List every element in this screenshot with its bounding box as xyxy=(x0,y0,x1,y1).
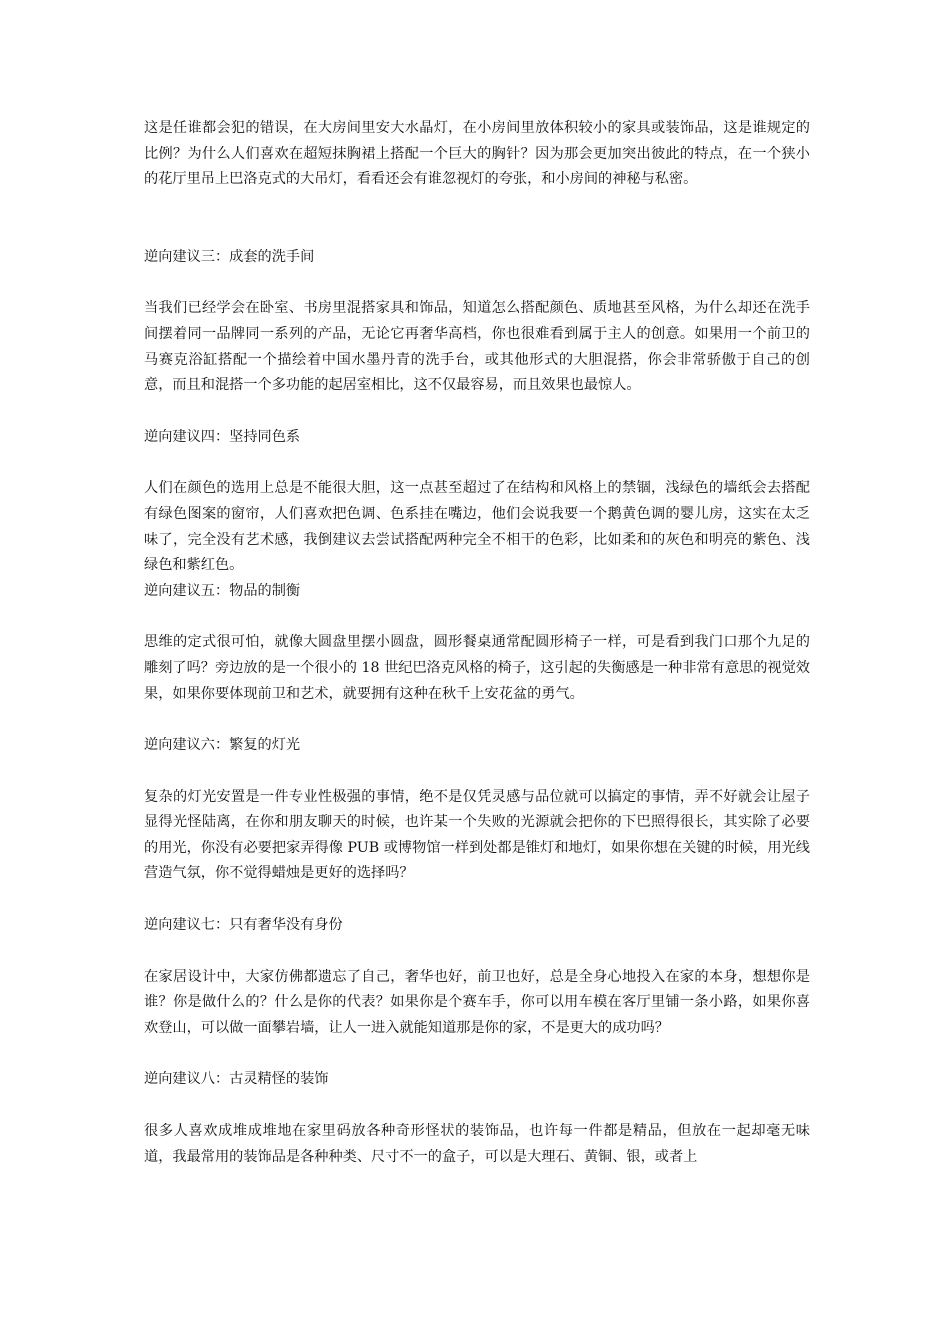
paragraph-suggestion-3: 当我们已经学会在卧室、书房里混搭家具和饰品，知道怎么搭配颜色、质地甚至风格，为什么却还在洗手间摆着同一品牌同一系列的产品，无论它再奢华高档，你也很难看到属于主人的创意。如果用一个前卫的马赛克浴缸搭配一个描绘着中国水墨丹青的洗手台，或其他形式的大胆混搭，你会非常骄傲于自己的创意，而且和混搭一个多功能的起居室相比，这不仅最容易，而且效果也最惊人。 xyxy=(144,300,810,394)
heading-suggestion-5: 逆向建议五：物品的制衡 xyxy=(144,582,301,599)
paragraph-suggestion-8: 很多人喜欢成堆成堆地在家里码放各种奇形怪状的装饰品，也许每一件都是精品，但放在一起却毫无味道，我最常用的装饰品是各种种类、尺寸不一的盒子，可以是大理石、黄铜、银，或者上 xyxy=(144,1123,810,1165)
document-page xyxy=(144,116,810,1170)
paragraph-suggestion-5: 思维的定式很可怕，就像大圆盘里摆小圆盘，圆形餐桌通常配圆形椅子一样，可是看到我门口那个九足的雕刻了吗？旁边放的是一个很小的 18 世纪巴洛克风格的椅子，这引起的失衡感是一种非常有意思的视觉效果，如果你要体现前卫和艺术，就要拥有这种在秋千上安花盆的勇气。 xyxy=(144,634,810,702)
paragraph-suggestion-6: 复杂的灯光安置是一件专业性极强的事情，绝不是仅凭灵感与品位就可以搞定的事情，弄不好就会让屋子显得光怪陆离，在你和朋友聊天的时候，也许某一个失败的光源就会把你的下巴照得很长，其实除了必要的用光，你没有必要把家弄得像 PUB 或博物馆一样到处都是锥灯和地灯，如果你想在关键的时候，用光线营造气氛，你不觉得蜡烛是更好的选择吗？ xyxy=(144,788,810,882)
heading-suggestion-8: 逆向建议八：古灵精怪的装饰 xyxy=(144,1071,329,1088)
heading-suggestion-7: 逆向建议七：只有奢华没有身份 xyxy=(144,917,343,934)
paragraph-suggestion-7: 在家居设计中，大家仿佛都遗忘了自己，奢华也好，前卫也好，总是全身心地投入在家的本身，想想你是谁？你是做什么的？什么是你的代表？如果你是个赛车手，你可以用车模在客厅里铺一条小路，如果你喜欢登山，可以做一面攀岩墙，让人一进入就能知道那是你的家，不是更大的成功吗？ xyxy=(144,968,810,1036)
heading-suggestion-3: 逆向建议三：成套的洗手间 xyxy=(144,248,315,265)
heading-suggestion-6: 逆向建议六：繁复的灯光 xyxy=(144,737,301,754)
paragraph-intro: 这是任谁都会犯的错误，在大房间里安大水晶灯，在小房间里放体积较小的家具或装饰品，这是谁规定的比例？为什么人们喜欢在超短抹胸裙上搭配一个巨大的胸针？因为那会更加突出彼此的特点，在一个狭小的花厅里吊上巴洛克式的大吊灯，看看还会有谁忽视灯的夸张，和小房间的神秘与私密。 xyxy=(144,120,810,188)
paragraph-suggestion-4: 人们在颜色的选用上总是不能很大胆，这一点甚至超过了在结构和风格上的禁锢，浅绿色的墙纸会去搭配有绿色图案的窗帘，人们喜欢把色调、色系挂在嘴边，他们会说我要一个鹅黄色调的婴儿房，这实在太乏味了，完全没有艺术感，我倒建议去尝试搭配两种完全不相干的色彩，比如柔和的灰色和明亮的紫色、浅绿色和紫红色。 xyxy=(144,480,810,574)
heading-suggestion-4: 逆向建议四：坚持同色系 xyxy=(144,428,301,445)
